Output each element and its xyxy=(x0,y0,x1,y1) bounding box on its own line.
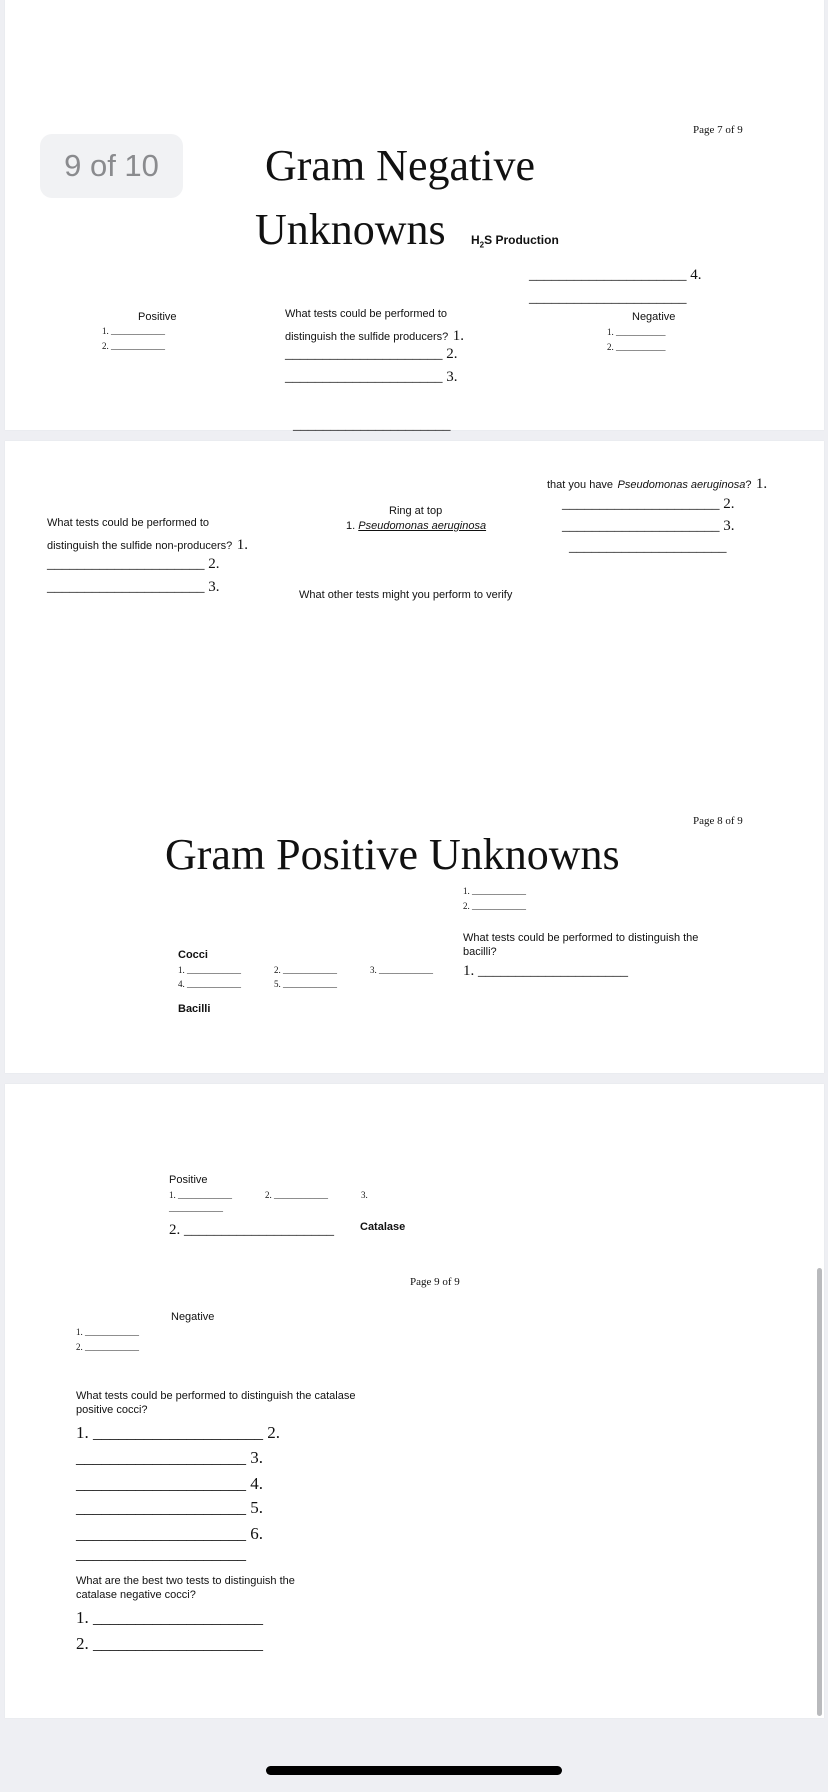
cocci-answer-5: ____________________ 5. xyxy=(76,1498,263,1517)
question-num: 1. xyxy=(452,328,464,344)
cocci-q-line1: What tests could be performed to distinguish the catalase xyxy=(76,1390,356,1402)
subtitle-h: H xyxy=(471,233,480,247)
positive-item-1: 1. ____________ xyxy=(169,1190,232,1200)
nonproducers-q-line1: What tests could be performed to xyxy=(47,517,210,529)
positive-item-3: 3. xyxy=(361,1190,368,1200)
ring-item-text: Pseudomonas aeruginosa xyxy=(358,520,487,532)
cocci-answer-6: ____________________ 6. xyxy=(76,1524,263,1543)
nonproducers-answer-2: _____________________ 2. xyxy=(47,556,220,572)
cocci-answer-1: 1. ____________________ 2. xyxy=(76,1423,280,1442)
nonproducers-q-num: 1. xyxy=(236,537,248,553)
nonproducers-answer-3: _____________________ 3. xyxy=(47,579,220,595)
positive-item-2: 2. ____________ xyxy=(102,341,165,351)
cocci-q-line2: positive cocci? xyxy=(76,1404,148,1416)
negative-item-1: 1. ____________ xyxy=(76,1327,139,1337)
neg-q-line2: catalase negative cocci? xyxy=(76,1589,196,1601)
positive-label: Positive xyxy=(138,311,177,323)
page-label: Page 8 of 9 xyxy=(693,815,743,827)
nonproducers-q-line2 xyxy=(47,536,248,554)
verify-question: What other tests might you perform to verify xyxy=(299,589,513,601)
top-list-1: 1. ____________ xyxy=(463,886,526,896)
question-line2 xyxy=(285,327,464,345)
ring-label: Ring at top xyxy=(389,505,443,517)
cocci-answer-4: ____________________ 4. xyxy=(76,1474,263,1493)
document-page-9 xyxy=(5,1084,824,1718)
bacilli-answer-1: 1. ____________________ xyxy=(463,963,628,979)
verify-line xyxy=(547,475,767,493)
ring-item xyxy=(346,520,486,532)
page-counter-badge: 9 of 10 xyxy=(40,134,183,198)
verify-blank: _____________________ xyxy=(569,539,727,555)
nonproducers-q-text: distinguish the sulfide non-producers? xyxy=(47,540,233,552)
positive-label: Positive xyxy=(169,1174,208,1186)
subtitle xyxy=(471,233,559,249)
neg-q-line1: What are the best two tests to distinguish the xyxy=(76,1575,295,1587)
cocci-item-3: 3. ____________ xyxy=(370,965,433,975)
bacilli-q-line2: bacilli? xyxy=(463,946,497,958)
page-title-line1: Gram Negative xyxy=(265,141,535,190)
cocci-item-4: 4. ____________ xyxy=(178,979,241,989)
top-list-2: 2. ____________ xyxy=(463,901,526,911)
verify-num: 1. xyxy=(755,476,768,492)
negative-item-2: 2. ____________ xyxy=(76,1342,139,1352)
answer-2: _____________________ 2. xyxy=(285,346,458,362)
ring-item-num: 1. xyxy=(346,520,356,532)
blank-line: _____________________ xyxy=(529,290,687,306)
page-label: Page 7 of 9 xyxy=(693,124,743,136)
positive-answer-2: 2. ____________________ xyxy=(169,1222,334,1238)
verify-suffix: ? xyxy=(745,479,752,491)
bacilli-q-line1: What tests could be performed to distinguish the xyxy=(463,932,699,944)
cocci-blank: ____________________ xyxy=(76,1544,246,1563)
negative-item-2: 2. ___________ xyxy=(607,342,666,352)
cocci-answer-3: ____________________ 3. xyxy=(76,1448,263,1467)
home-indicator[interactable] xyxy=(266,1766,562,1775)
subtitle-rest: S Production xyxy=(484,233,559,247)
cocci-item-1: 1. ____________ xyxy=(178,965,241,975)
cocci-label: Cocci xyxy=(178,949,208,961)
document-page-8 xyxy=(5,417,824,1073)
subtitle-sub: 2 xyxy=(479,240,485,250)
positive-item-1: 1. ____________ xyxy=(102,326,165,336)
blank-answer-4: _____________________ 4. xyxy=(529,267,702,283)
neg-answer-1: 1. ____________________ xyxy=(76,1608,263,1627)
page-label: Page 9 of 9 xyxy=(410,1276,460,1288)
question-line1: What tests could be performed to xyxy=(285,308,448,320)
cocci-item-5: 5. ____________ xyxy=(274,979,337,989)
positive-blank: ____________ xyxy=(169,1203,223,1213)
top-blank: _____________________ xyxy=(293,417,451,433)
question-text: distinguish the sulfide producers? xyxy=(285,331,449,343)
answer-3: _____________________ 3. xyxy=(285,369,458,385)
negative-label: Negative xyxy=(171,1311,215,1323)
cocci-item-2: 2. ____________ xyxy=(274,965,337,975)
negative-item-1: 1. ___________ xyxy=(607,327,666,337)
negative-label: Negative xyxy=(632,311,676,323)
verify-answer-2: _____________________ 2. xyxy=(562,496,735,512)
bacilli-label: Bacilli xyxy=(178,1003,211,1015)
scrollbar[interactable] xyxy=(817,1268,822,1716)
verify-italic: Pseudomonas aeruginosa xyxy=(617,479,746,491)
page-title: Gram Positive Unknowns xyxy=(165,830,620,879)
page-title-line2: Unknowns xyxy=(255,205,446,254)
neg-answer-2: 2. ____________________ xyxy=(76,1634,263,1653)
positive-item-2: 2. ____________ xyxy=(265,1190,328,1200)
verify-prefix: that you have xyxy=(547,479,614,491)
document-page-7 xyxy=(5,0,824,430)
catalase-label: Catalase xyxy=(360,1221,406,1233)
verify-answer-3: _____________________ 3. xyxy=(562,518,735,534)
